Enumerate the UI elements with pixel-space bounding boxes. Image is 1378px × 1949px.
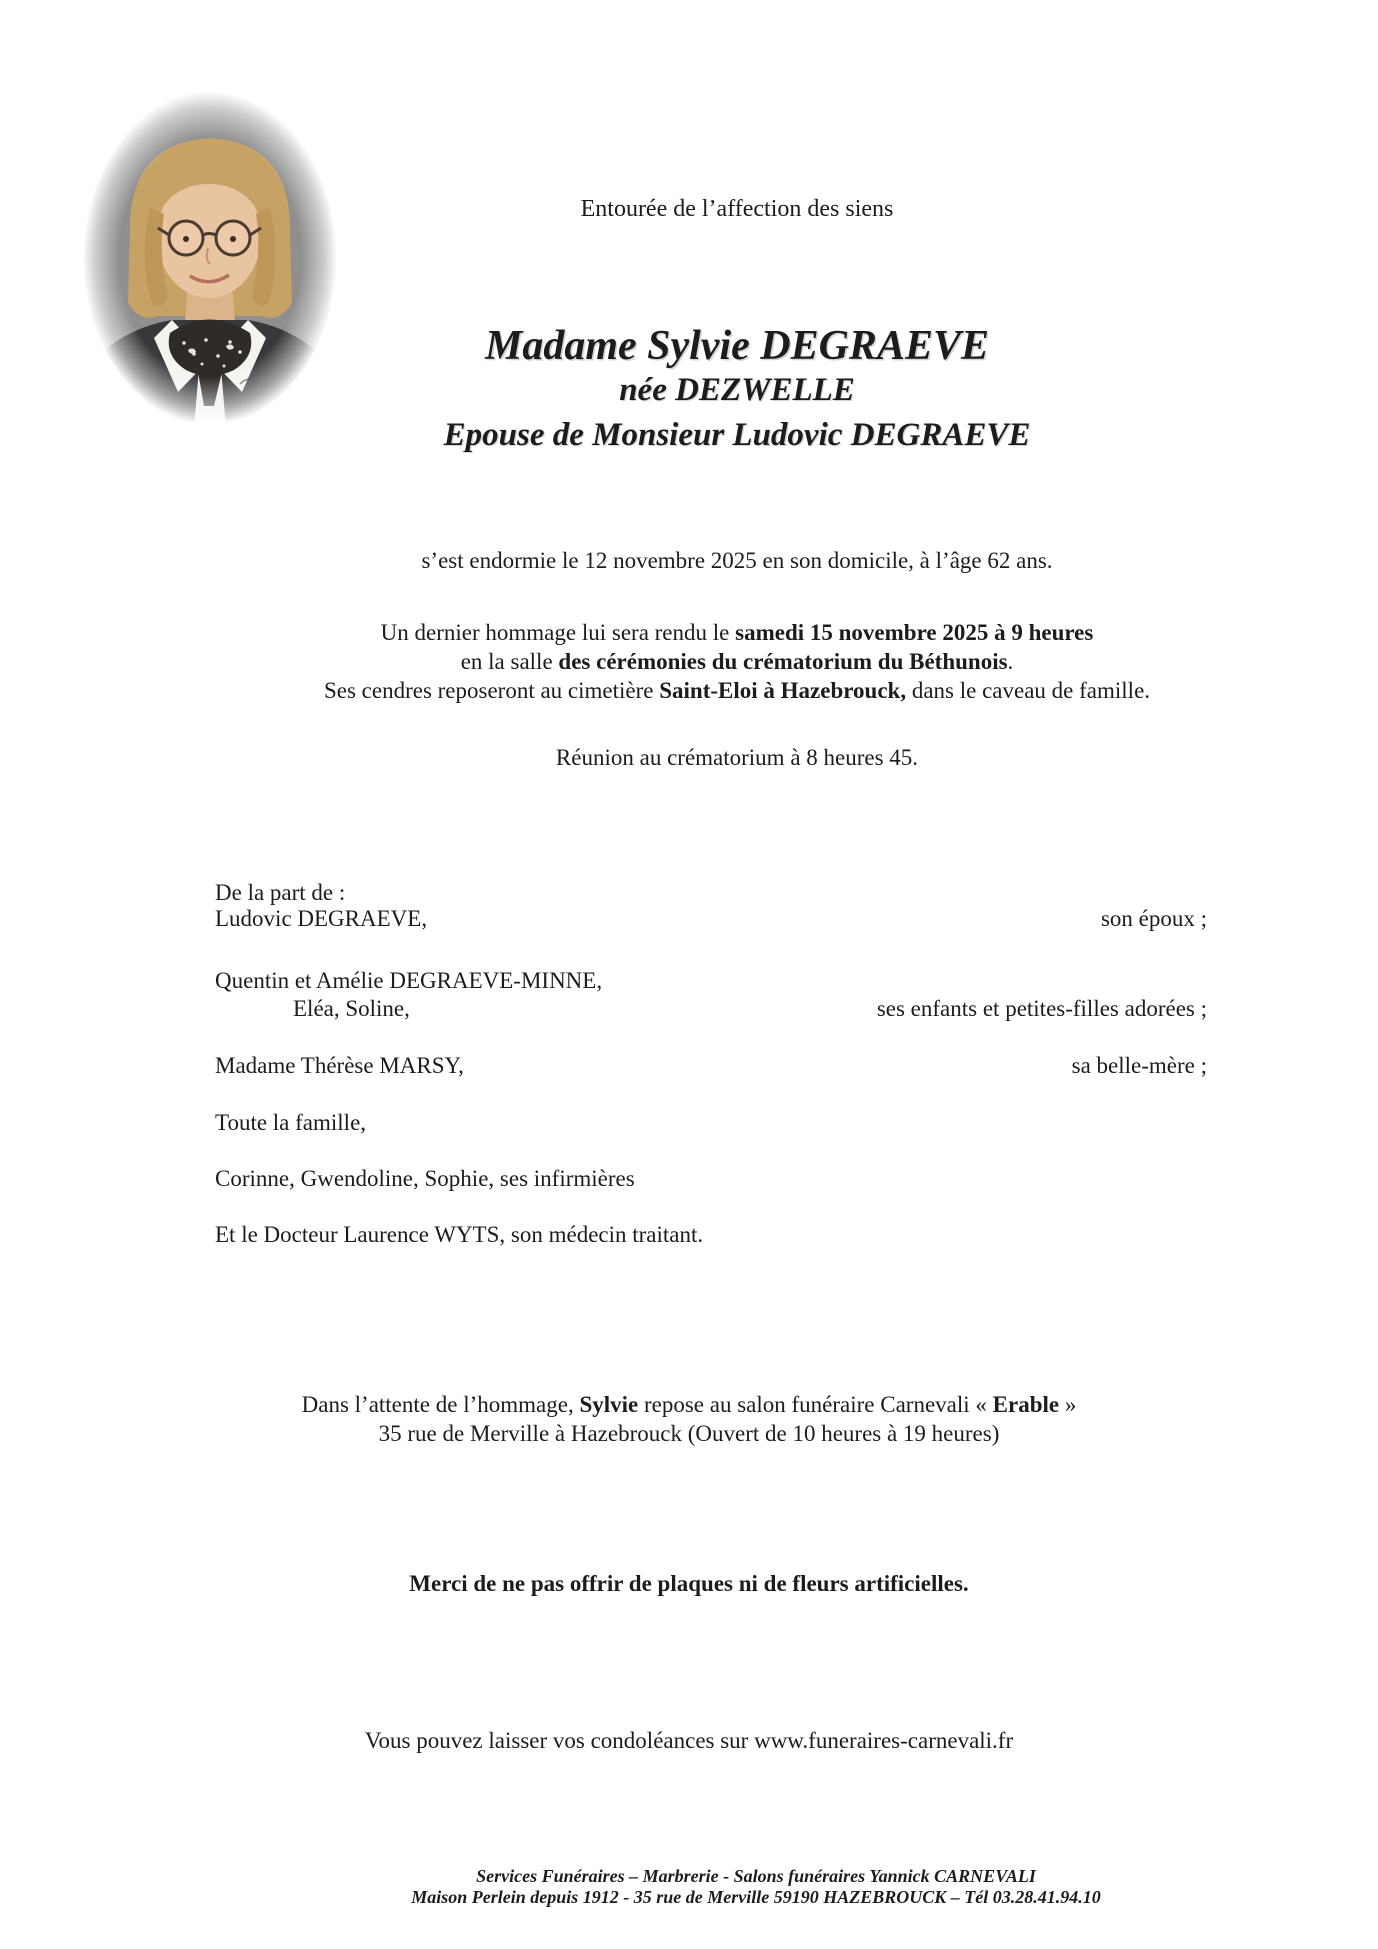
family-row: Toute la famille,	[215, 1110, 367, 1135]
wake-line-2: 35 rue de Merville à Hazebrouck (Ouvert de 10 heures à 19 heures)	[378, 1421, 1000, 1446]
ceremony-line-1: Un dernier hommage lui sera rendu le samedi 15 novembre 2025 à 9 heures	[380, 620, 1094, 645]
family-row: Madame Thérèse MARSY, sa belle-mère ;	[215, 1053, 1207, 1078]
deceased-name: Madame Sylvie DEGRAEVE	[484, 323, 990, 369]
intro-line: Entourée de l’affection des siens	[580, 196, 894, 222]
meeting-line: Réunion au crématorium à 8 heures 45.	[555, 745, 919, 770]
family-row: Et le Docteur Laurence WYTS, son médecin traitant.	[215, 1222, 704, 1247]
funeral-home-footer	[134, 1866, 1378, 1908]
ceremony-details	[96, 618, 1378, 705]
family-row: Corinne, Gwendoline, Sophie, ses infirmières	[215, 1166, 635, 1191]
wake-line-1: Dans l’attente de l’hommage, Sylvie repose au salon funéraire Carnevali « Erable »	[301, 1392, 1077, 1417]
relation-label: ses enfants et petites-filles adorées ;	[876, 996, 1207, 1021]
family-heading: De la part de :	[215, 880, 346, 905]
relation-label: sa belle-mère ;	[1071, 1053, 1207, 1078]
death-line: s’est endormie le 12 novembre 2025 en son domicile, à l’âge 62 ans.	[421, 548, 1053, 573]
wake-section	[0, 1390, 1378, 1448]
no-flowers-note: Merci de ne pas offrir de plaques ni de fleurs artificielles.	[409, 1571, 969, 1596]
family-row: Eléa, Soline, ses enfants et petites-filles adorées ;	[293, 996, 1207, 1021]
ceremony-line-3: Ses cendres reposeront au cimetière Saint-Eloi à Hazebrouck, dans le caveau de famille.	[323, 678, 1151, 703]
family-row: Quentin et Amélie DEGRAEVE-MINNE,	[215, 968, 603, 993]
family-section	[215, 880, 1207, 1270]
ceremony-line-2: en la salle des cérémonies du crématorium du Béthunois.	[460, 649, 1014, 674]
footer-line-1: Services Funéraires – Marbrerie - Salons funéraires Yannick CARNEVALI	[476, 1866, 1036, 1886]
maiden-name: née DEZWELLE	[619, 372, 855, 408]
footer-line-2: Maison Perlein depuis 1912 - 35 rue de Merville 59190 HAZEBROUCK – Tél 03.28.41.94.10	[411, 1887, 1101, 1907]
condolences-line: Vous pouvez laisser vos condoléances sur www.funeraires-carnevali.fr	[364, 1728, 1014, 1753]
relation-label: son époux ;	[1100, 906, 1207, 931]
spouse-line: Epouse de Monsieur Ludovic DEGRAEVE	[443, 417, 1031, 453]
family-row: Ludovic DEGRAEVE, son époux ;	[215, 906, 1207, 931]
